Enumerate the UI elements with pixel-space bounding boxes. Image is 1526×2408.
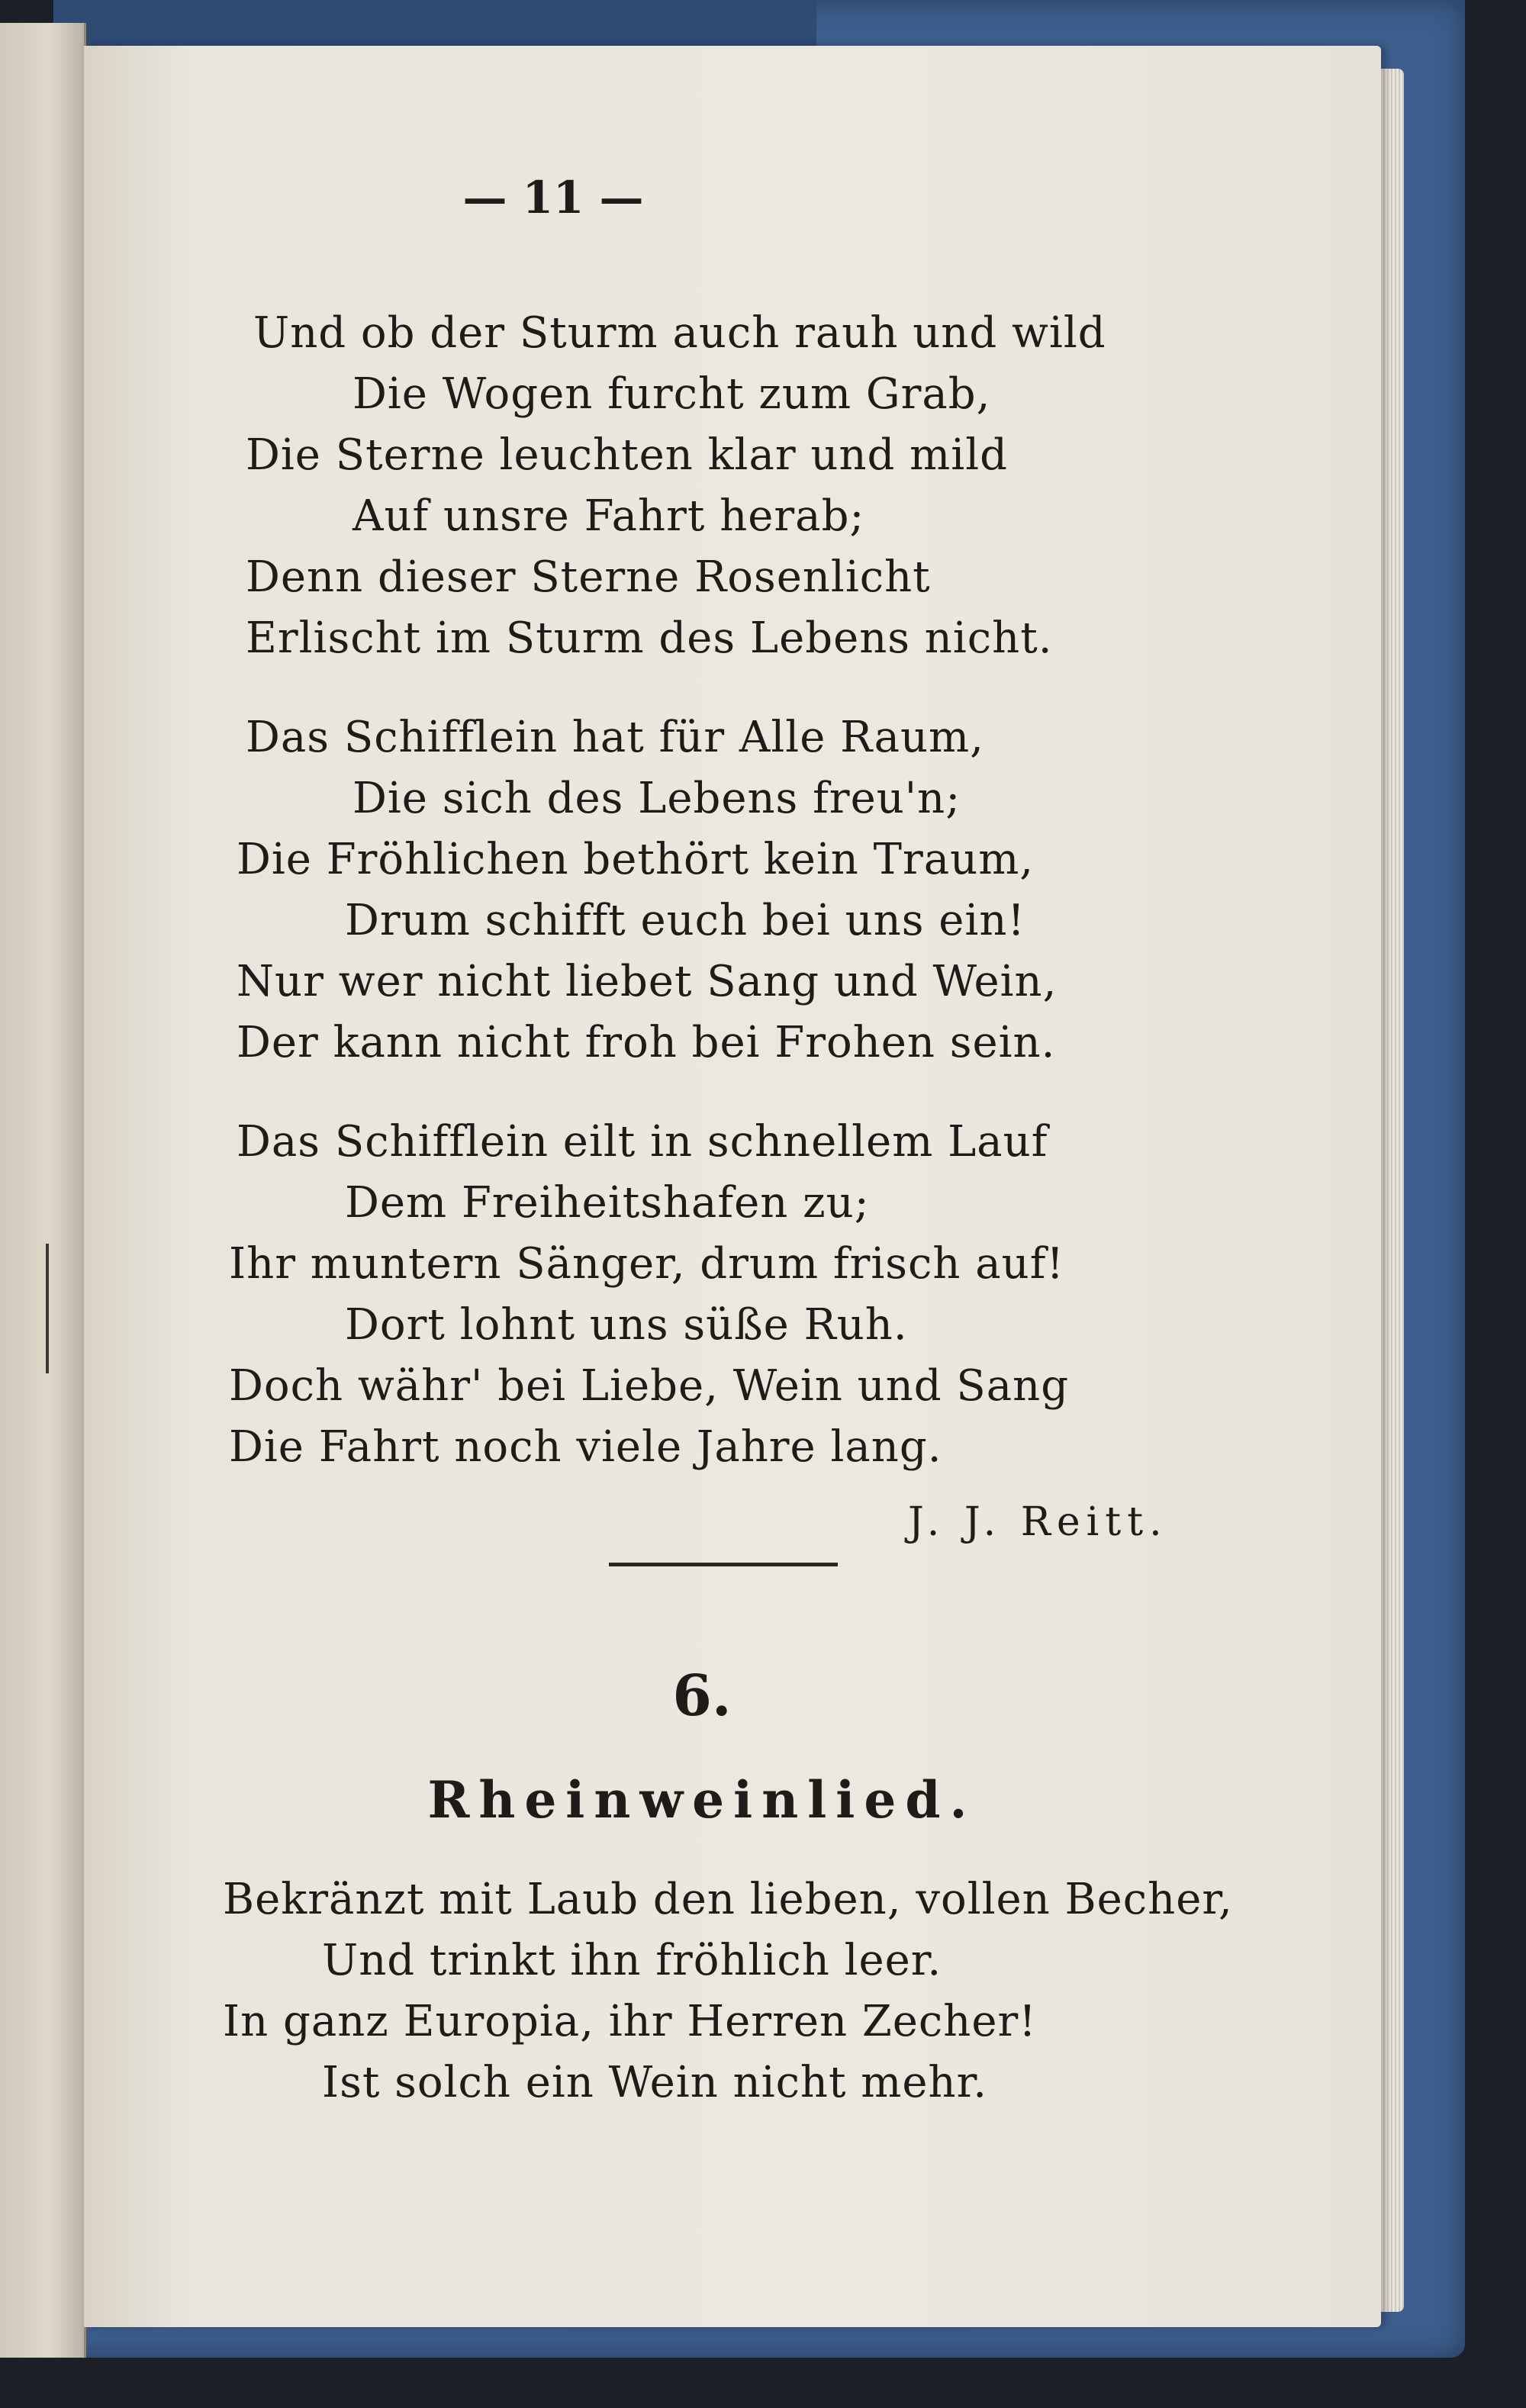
poem-line: Die Wogen furcht zum Grab,	[353, 369, 991, 419]
poem-line: Drum schifft euch bei uns ein!	[345, 896, 1025, 945]
gutter-mark	[46, 1244, 49, 1373]
author-signature: J. J. Reitt.	[908, 1499, 1168, 1545]
poem-line: Denn dieser Sterne Rosenlicht	[246, 552, 931, 602]
poem-line: In ganz Europia, ihr Herren Zecher!	[223, 1997, 1037, 2046]
song-title: Rheinweinlied.	[427, 1770, 977, 1830]
previous-page-edge	[0, 23, 86, 2358]
poem-line: Ist solch ein Wein nicht mehr.	[322, 2058, 988, 2107]
poem-line: Doch währ' bei Liebe, Wein und Sang	[229, 1361, 1070, 1411]
poem-line: Nur wer nicht liebet Sang und Wein,	[237, 957, 1058, 1006]
song-number: 6.	[672, 1663, 732, 1729]
poem-line: Erlischt im Sturm des Lebens nicht.	[246, 613, 1053, 663]
poem-line: Die Sterne leuchten klar und mild	[246, 430, 1008, 480]
poem-line: Auf unsre Fahrt herab;	[353, 491, 865, 541]
poem-line: Ihr muntern Sänger, drum frisch auf!	[229, 1239, 1064, 1289]
poem-line: Dort lohnt uns süße Ruh.	[345, 1300, 908, 1350]
poem-line: Dem Freiheitshafen zu;	[345, 1178, 870, 1228]
page-number: — 11 —	[462, 172, 644, 224]
poem-line: Die Fröhlichen bethört kein Traum,	[237, 835, 1035, 884]
poem-line: Und ob der Sturm auch rauh und wild	[253, 308, 1106, 358]
poem-line: Das Schifflein eilt in schnellem Lauf	[237, 1117, 1048, 1167]
book-page	[84, 46, 1381, 2327]
poem-line: Und trinkt ihn fröhlich leer.	[322, 1936, 942, 1985]
page-text	[84, 46, 1381, 2327]
poem-line: Bekränzt mit Laub den lieben, vollen Becher,	[223, 1875, 1233, 1924]
cover-top-edge	[53, 0, 816, 46]
poem-line: Die sich des Lebens freu'n;	[353, 774, 961, 823]
poem-line: Die Fahrt noch viele Jahre lang.	[229, 1422, 942, 1472]
poem-line: Der kann nicht froh bei Frohen sein.	[237, 1018, 1056, 1067]
poem-line: Das Schifflein hat für Alle Raum,	[246, 713, 984, 762]
section-divider	[609, 1563, 838, 1566]
